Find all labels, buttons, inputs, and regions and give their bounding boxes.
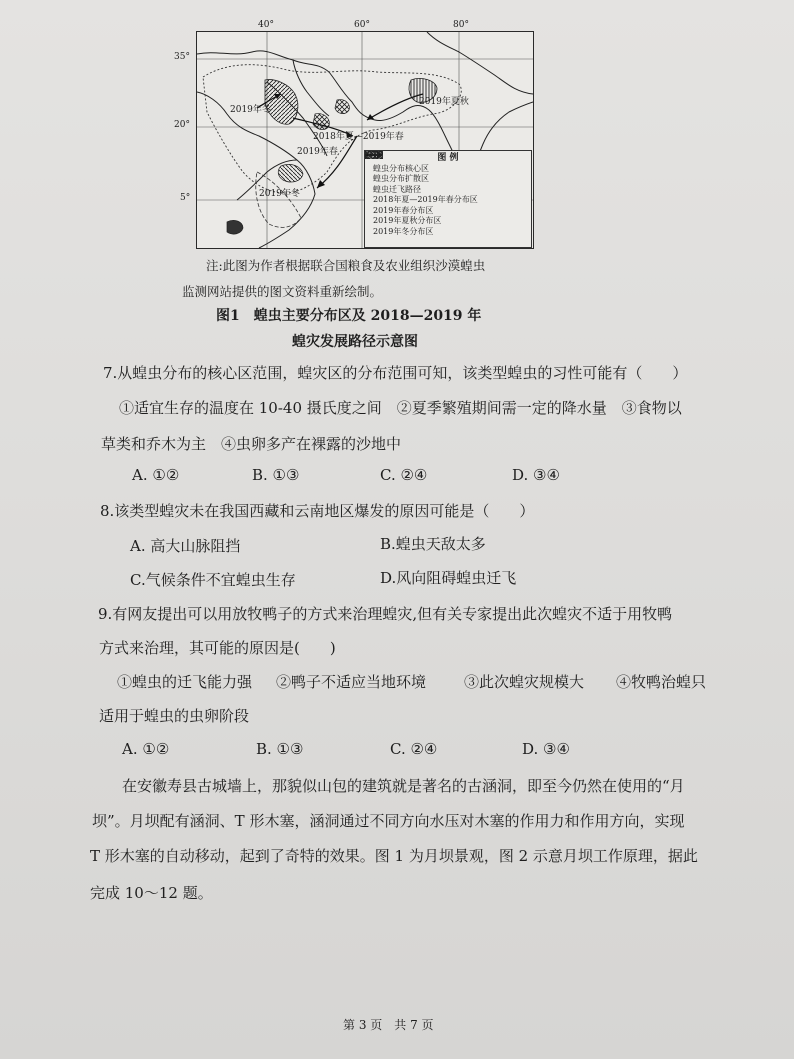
passage-line4: 完成 10～12 题。 bbox=[90, 884, 213, 902]
area-south bbox=[227, 220, 243, 234]
route-label-4: 2019年春 bbox=[297, 147, 338, 157]
route-label-2: 2019年夏秋 bbox=[419, 97, 469, 107]
legend-item-spread: 蝗虫分布扩散区 bbox=[365, 174, 531, 185]
legend-item-core: 蝗虫分布核心区 bbox=[365, 164, 531, 175]
lat-label-20: 20° bbox=[174, 120, 190, 130]
map-legend bbox=[364, 150, 532, 248]
legend-item-2019-winter: 2019年冬分布区 bbox=[365, 227, 531, 238]
q9-statement-1: ①蝗虫的迁飞能力强 bbox=[117, 673, 253, 691]
locust-map bbox=[196, 31, 534, 249]
lon-label-80: 80° bbox=[453, 20, 469, 30]
legend-item-migration: 蝗虫迁飞路径 bbox=[365, 185, 531, 196]
q9-option-c[interactable]: C. ②④ bbox=[390, 740, 438, 758]
page-number: 第 3 页 共 7 页 bbox=[343, 1018, 434, 1032]
q9-option-a[interactable]: A. ①② bbox=[122, 740, 170, 758]
q9-stem-line2: 方式来治理，其可能的原因是( ) bbox=[99, 639, 336, 657]
q7-stem: 7.从蝗虫分布的核心区范围，蝗灾区的分布范围可知，该类型蝗虫的习性可能有（ ） bbox=[103, 364, 688, 382]
q8-option-c[interactable]: C.气候条件不宜蝗虫生存 bbox=[130, 571, 296, 589]
figure-note-line1: 注:此图为作者根据联合国粮食及农业组织沙漠蝗虫 bbox=[206, 258, 486, 273]
figure-note-line2: 监测网站提供的图文资料重新绘制。 bbox=[182, 284, 383, 299]
q8-option-d[interactable]: D.风向阻碍蝗虫迁飞 bbox=[380, 569, 517, 587]
q9-option-d[interactable]: D. ③④ bbox=[522, 740, 570, 758]
q7-option-b[interactable]: B. ①③ bbox=[252, 466, 300, 484]
lat-label-35: 35° bbox=[174, 52, 190, 62]
q7-option-c[interactable]: C. ②④ bbox=[380, 466, 428, 484]
q7-line1: ①适宜生存的温度在 10-40 摄氏度之间 ②夏季繁殖期间需一定的降水量 ③食物以 bbox=[119, 399, 682, 417]
lon-label-60: 60° bbox=[354, 20, 370, 30]
passage-line3: T 形木塞的自动移动，起到了奇特的效果。图 1 为月坝景观，图 2 示意月坝工作原理，据此 bbox=[90, 847, 698, 865]
passage-line1: 在安徽寿县古城墙上，那貌似山包的建筑就是著名的古涵洞，即至今仍然在使用的“月 bbox=[122, 777, 685, 795]
route-label-3: 2018年夏—2019年春 bbox=[313, 132, 404, 142]
legend-item-2018-2019: 2018年夏—2019年春分布区 bbox=[365, 195, 531, 206]
hatch-back-icon bbox=[365, 151, 383, 159]
q9-statement-4: ④牧鸭治蝗只 bbox=[616, 673, 707, 691]
q7-option-a[interactable]: A. ①② bbox=[132, 466, 180, 484]
route-label-1: 2019年冬 bbox=[230, 105, 271, 115]
legend-item-2019-spring: 2019年春分布区 bbox=[365, 206, 531, 217]
figure-caption-line2: 蝗灾发展路径示意图 bbox=[292, 334, 418, 350]
q9-statement-3: ③此次蝗灾规模大 bbox=[464, 673, 585, 691]
q9-statement-2: ②鸭子不适应当地环境 bbox=[276, 673, 427, 691]
q9-statement-4-cont: 适用于蝗虫的虫卵阶段 bbox=[99, 707, 250, 725]
area-2019-winter bbox=[278, 164, 303, 182]
figure-caption-line1: 图1 蝗虫主要分布区及 2018—2019 年 bbox=[216, 308, 482, 324]
q8-option-b[interactable]: B.蝗虫天敌太多 bbox=[380, 535, 486, 553]
q8-option-a[interactable]: A. 高大山脉阻挡 bbox=[130, 537, 241, 555]
area-2018-2019-b bbox=[335, 100, 349, 114]
q7-line2: 草类和乔木为主 ④虫卵多产在裸露的沙地中 bbox=[101, 435, 402, 453]
route-label-5: 2019年冬 bbox=[259, 189, 300, 199]
lat-label-5: 5° bbox=[180, 193, 191, 203]
q9-stem-line1: 9.有网友提出可以用放牧鸭子的方式来治理蝗灾,但有关专家提出此次蝗灾不适于用牧鸭 bbox=[98, 605, 673, 623]
q8-stem: 8.该类型蝗灾未在我国西藏和云南地区爆发的原因可能是（ ） bbox=[100, 502, 535, 520]
q7-option-d[interactable]: D. ③④ bbox=[512, 466, 560, 484]
passage-line2: 坝”。月坝配有涵洞、T 形木塞，涵洞通过不同方向水压对木塞的作用力和作用方向，实现 bbox=[92, 812, 685, 830]
legend-item-2019-summer: 2019年夏秋分布区 bbox=[365, 216, 531, 227]
q9-option-b[interactable]: B. ①③ bbox=[256, 740, 304, 758]
lon-label-40: 40° bbox=[258, 20, 274, 30]
legend-title: 图 例 bbox=[437, 153, 459, 163]
